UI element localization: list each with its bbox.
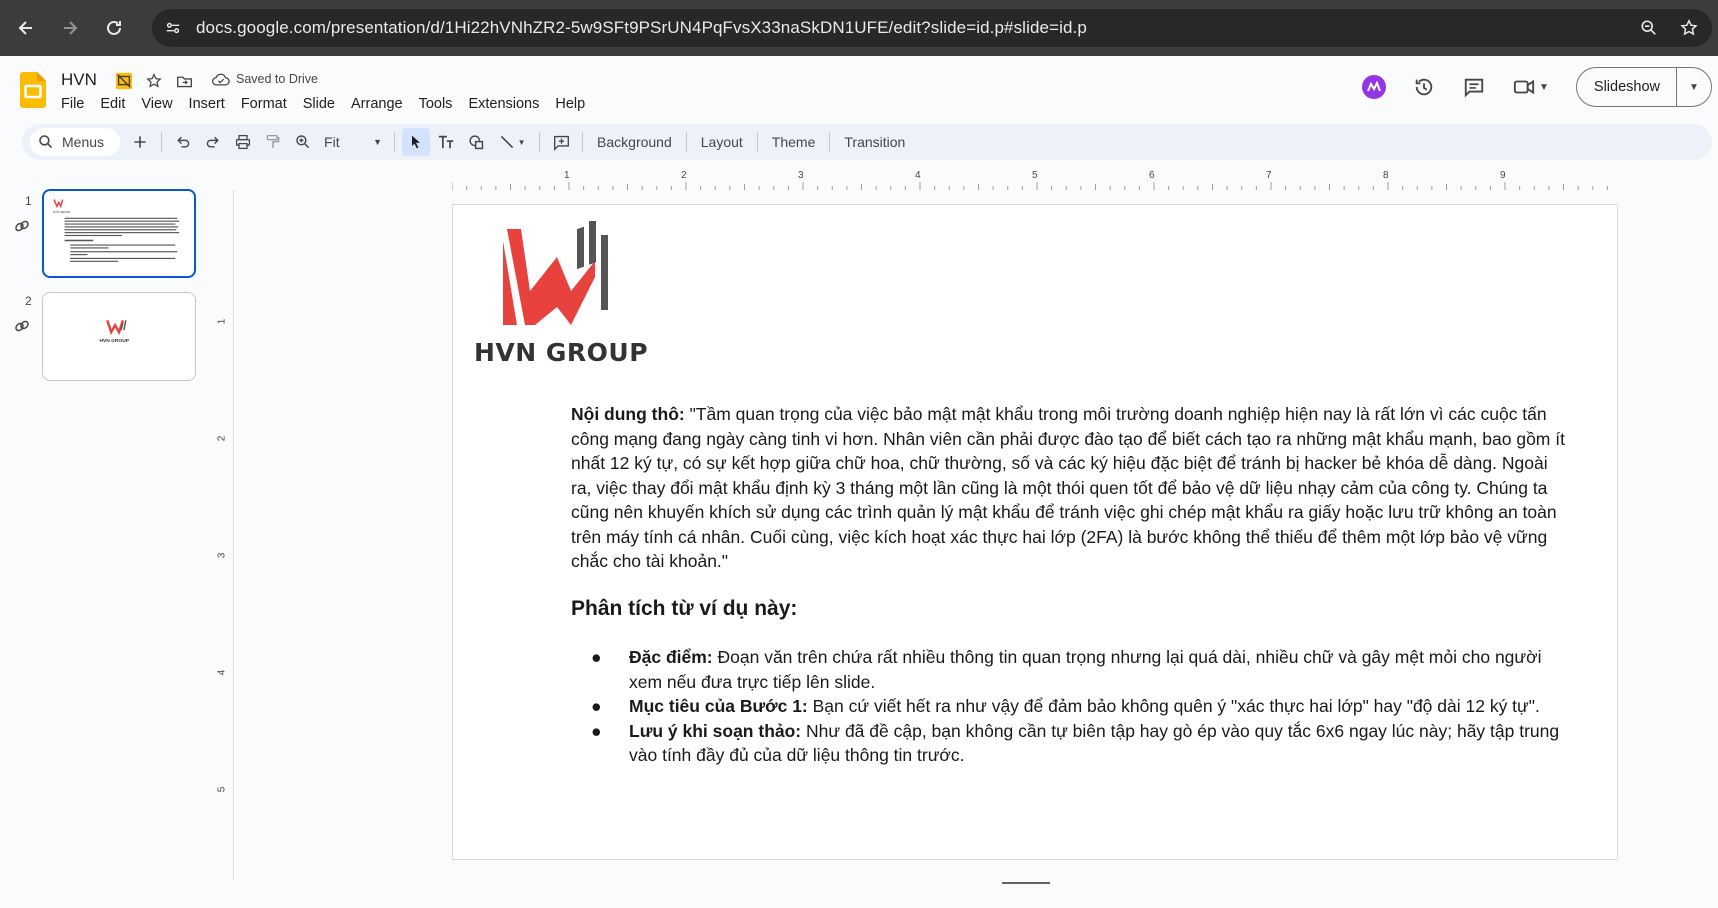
browser-toolbar	[0, 0, 1718, 56]
ruler-label: 5	[216, 786, 228, 793]
ruler-label: 1	[216, 318, 228, 325]
ruler-label: 4	[216, 669, 228, 676]
thumb-logo-text: HVN GROUP	[53, 209, 71, 214]
line-tool-icon[interactable]: ▼	[492, 128, 532, 156]
reload-button[interactable]	[96, 10, 132, 46]
menu-tools[interactable]: Tools	[418, 96, 453, 112]
thumb-logo-text: HVN GROUP	[99, 338, 129, 344]
bullet-item	[571, 719, 1571, 768]
slide-thumbnail-1[interactable]	[42, 189, 196, 278]
menu-file[interactable]: File	[61, 96, 85, 112]
ruler-label: 2	[216, 435, 228, 442]
address-bar[interactable]	[152, 9, 1712, 47]
slideshow-button[interactable]: Slideshow	[1577, 68, 1677, 106]
bullet-text: Bạn cứ viết hết ra như vậy để đảm bảo không quên ý "xác thực hai lớp" hay "độ dài 12 ký tự".	[807, 696, 1540, 716]
linked-slide-icon	[14, 218, 30, 234]
forward-arrow-icon	[60, 18, 80, 38]
bullet-glyph: ●	[591, 647, 602, 667]
back-button[interactable]	[8, 10, 44, 46]
hide-slide-badge-icon[interactable]	[114, 71, 134, 91]
toolbar-divider	[582, 132, 583, 152]
toolbar-divider	[161, 132, 162, 152]
comments-icon[interactable]	[1454, 67, 1494, 107]
horizontal-ruler[interactable]	[452, 170, 1620, 190]
ruler-label: 2	[681, 170, 687, 181]
star-icon[interactable]	[144, 71, 164, 91]
raw-content-text: "Tầm quan trọng của việc bảo mật mật khẩu trong môi trường doanh nghiệp hiện nay là rất lớn vì các cuộc tấn công mạng đang ngày càng tinh vi hơn. Nhân viên cần phải được đào tạo để biết cách tạo ra những mật khẩu mạnh, bao gồm ít nhất 12 ký tự, có sự kết hợp giữa chữ hoa, chữ thường, số và các ký hiệu đặc biệt để tránh bị hacker bẻ khóa dễ dàng. Ngoài ra, việc thay đổi mật khẩu định kỳ 3 tháng một lần cũng là một thói quen tốt để bảo vệ dữ liệu nhạy cảm của công ty. Chúng ta cũng nên khuyến khích sử dụng các trình quản lý mật khẩu để tránh việc ghi chép mật khẩu ra giấy hoặc lưu trữ không an toàn trên máy tính cá nhân. Cuối cùng, việc kích hoạt xác thực hai lớp (2FA) là bước không thể thiếu để thêm một lớp bảo vệ vững chắc cho tài khoản."	[571, 404, 1565, 571]
main-toolbar	[22, 124, 1712, 160]
thumb-text-lines	[65, 218, 180, 262]
bullet-item	[571, 694, 1571, 719]
reload-icon	[104, 18, 124, 38]
add-comment-icon[interactable]	[547, 128, 575, 156]
slide-filmstrip	[0, 170, 214, 908]
menu-slide[interactable]: Slide	[302, 96, 335, 112]
shape-icon[interactable]	[462, 128, 490, 156]
ruler-label: 6	[1149, 170, 1155, 181]
ruler-label: 1	[564, 170, 570, 181]
bookmark-star-icon[interactable]	[1674, 13, 1704, 43]
select-cursor-icon[interactable]	[402, 128, 430, 156]
slide-canvas[interactable]	[452, 204, 1618, 860]
document-title[interactable]: HVN	[61, 70, 97, 89]
forward-button[interactable]	[52, 10, 88, 46]
ruler-label: 3	[798, 170, 804, 181]
ruler-label: 7	[1266, 170, 1272, 181]
move-folder-icon[interactable]	[174, 71, 194, 91]
zoom-icon[interactable]	[1634, 13, 1664, 43]
zoom-in-icon[interactable]	[289, 128, 317, 156]
menu-arrange[interactable]: Arrange	[350, 96, 403, 112]
raw-content-label: Nội dung thô:	[571, 404, 685, 424]
save-status[interactable]	[212, 72, 318, 86]
raw-content-paragraph[interactable]	[571, 402, 1571, 574]
slideshow-button-group	[1576, 67, 1712, 107]
zoom-caret-icon: ▼	[373, 137, 383, 147]
gemini-extension-icon[interactable]	[1354, 67, 1394, 107]
menus-search-label: Menus	[62, 134, 105, 150]
ruler-label: 4	[915, 170, 921, 181]
slide-2-preview	[43, 293, 195, 380]
menu-bar	[53, 94, 593, 114]
menu-help[interactable]: Help	[555, 96, 586, 112]
toolbar-divider	[829, 132, 830, 152]
menu-insert[interactable]: Insert	[188, 96, 225, 112]
bullet-label: Lưu ý khi soạn thảo:	[629, 720, 802, 741]
bullet-glyph: ●	[591, 696, 602, 716]
redo-icon[interactable]	[199, 128, 227, 156]
meet-button[interactable]	[1500, 67, 1562, 107]
speaker-notes-drag-handle[interactable]	[1002, 882, 1050, 884]
layout-button[interactable]: Layout	[700, 134, 743, 150]
ruler-label: 3	[216, 552, 228, 559]
menu-view[interactable]: View	[141, 96, 173, 112]
slide-1-preview	[44, 191, 194, 276]
ruler-label: 5	[1032, 170, 1038, 181]
video-camera-icon	[1513, 76, 1535, 98]
slideshow-options-caret-icon[interactable]: ▼	[1689, 81, 1699, 93]
vertical-ruler[interactable]	[214, 190, 234, 880]
toolbar-divider	[394, 132, 395, 152]
toolbar-divider	[686, 132, 687, 152]
toolbar-divider	[757, 132, 758, 152]
print-icon[interactable]	[229, 128, 257, 156]
bullet-label: Đặc điểm:	[629, 647, 713, 667]
caret-down-icon: ▼	[1538, 81, 1549, 93]
paint-format-icon[interactable]	[259, 128, 287, 156]
ruler-label: 9	[1500, 170, 1506, 181]
linked-slide-icon	[14, 318, 30, 334]
toolbar-divider	[539, 132, 540, 152]
ruler-label: 8	[1383, 170, 1389, 181]
site-settings-icon[interactable]	[158, 13, 188, 43]
bullet-item	[571, 645, 1571, 694]
new-slide-plus-icon[interactable]	[126, 128, 154, 156]
app-header	[0, 56, 1718, 126]
url-text: docs.google.com/presentation/d/1Hi22hVNhZR2-5w9SFt9PSrUN4PqFvsX33naSkDN1UFE/edit?slide=id.p#slide=id.p	[196, 18, 1087, 37]
undo-icon[interactable]	[169, 128, 197, 156]
search-icon	[38, 134, 54, 150]
transition-button[interactable]: Transition	[844, 134, 906, 150]
version-history-icon[interactable]	[1404, 67, 1444, 107]
theme-button[interactable]: Theme	[771, 134, 816, 150]
menus-search[interactable]	[30, 128, 120, 156]
bullet-label: Mục tiêu của Bước 1:	[629, 696, 808, 716]
menu-extensions[interactable]: Extensions	[468, 96, 540, 112]
menu-format[interactable]: Format	[240, 96, 287, 112]
bullet-text: Như đã đề cập, bạn không cần tự biên tập hay gò ép vào quy tắc 6x6 ngay lúc này; hãy tập trung vào tính đầy đủ của dữ liệu thông tin trước.	[629, 720, 1560, 765]
slide-number: 2	[25, 294, 32, 308]
back-arrow-icon	[16, 18, 36, 38]
save-status-label: Saved to Drive	[236, 72, 318, 86]
bullet-glyph: ●	[591, 720, 602, 741]
text-box-icon[interactable]	[432, 128, 460, 156]
analysis-heading[interactable]: Phân tích từ ví dụ này:	[571, 597, 798, 620]
menu-edit[interactable]: Edit	[100, 96, 126, 112]
google-slides-logo-icon[interactable]	[20, 72, 46, 108]
cloud-done-icon	[212, 73, 230, 86]
slide-number: 1	[25, 194, 32, 208]
analysis-bullet-list[interactable]	[571, 645, 1571, 768]
background-button[interactable]: Background	[597, 134, 672, 150]
zoom-value: Fit	[324, 134, 340, 150]
slide-thumbnail-2[interactable]	[42, 292, 196, 381]
bullet-text: Đoạn văn trên chứa rất nhiều thông tin quan trọng nhưng lại quá dài, nhiều chữ và gây mệt mỏi cho người xem nếu đưa trực tiếp lên slide.	[629, 647, 1542, 692]
zoom-select[interactable]	[318, 134, 388, 150]
logo-wordmark: HVN GROUP	[474, 338, 649, 367]
